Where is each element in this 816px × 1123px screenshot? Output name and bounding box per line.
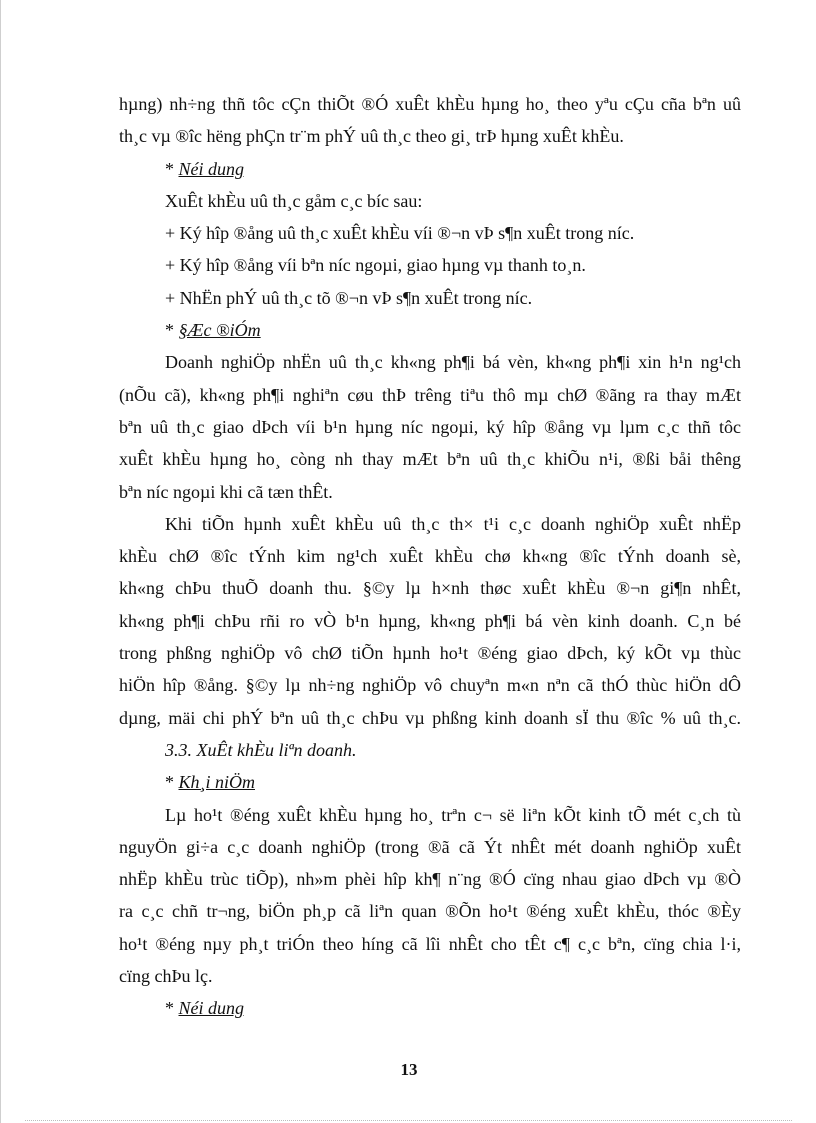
paragraph-text: + NhËn phÝ uû th¸c tõ ®¬n vÞ s¶n xuÊt trong níc. — [165, 287, 533, 308]
bullet-marker: * — [165, 998, 179, 1019]
text-line — [119, 508, 741, 540]
paragraph-text: XuÊt khÈu uû th¸c gåm c¸c bíc sau: — [165, 190, 423, 211]
text-line — [119, 669, 741, 701]
text-line — [119, 153, 741, 185]
text-line — [119, 992, 741, 1024]
text-line — [119, 282, 741, 314]
paragraph-text: bªn uû th¸c giao dÞch víi b¹n hµng níc ngoµi, ký hîp ®ång vµ lµm c¸c thñ tôc — [119, 416, 741, 437]
text-line — [119, 734, 741, 766]
paragraph-text: (nÕu cã), kh«ng ph¶i nghiªn cøu thÞ trêng tiªu thô mµ chØ ®ãng ra thay mÆt — [119, 384, 741, 405]
text-line — [119, 249, 741, 281]
paragraph-text: hµng) nh÷ng thñ tôc cÇn thiÕt ®Ó xuÊt khÈu hµng ho¸ theo yªu cÇu cña bªn uû — [119, 94, 741, 114]
paragraph-text: bªn níc ngoµi khi cã tæn thÊt. — [119, 481, 333, 502]
section-heading: Néi dung — [178, 998, 244, 1019]
text-line — [119, 540, 741, 572]
body-text — [119, 88, 741, 1025]
paragraph-text: kh«ng ph¶i chÞu rñi ro vÒ b¹n hµng, kh«ng ph¶i bá vèn kinh doanh. C¸n bé — [119, 610, 741, 631]
text-line — [119, 960, 741, 992]
paragraph-text: trong phßng nghiÖp vô chØ tiÕn hµnh ho¹t ®éng giao dÞch, ký kÕt vµ thùc — [119, 643, 741, 664]
paragraph-text: Lµ ho¹t ®éng xuÊt khÈu hµng ho¸ trªn c¬ së liªn kÕt kinh tÕ mét c¸ch tù — [165, 804, 741, 825]
paragraph-text: kh«ng chÞu thuÕ doanh thu. §©y lµ h×nh thøc xuÊt khÈu ®¬n gi¶n nhÊt, — [119, 578, 741, 599]
text-line — [119, 605, 741, 637]
paragraph-text: xuÊt khÈu hµng ho¸ còng nh thay mÆt bªn uû th¸c khiÕu n¹i, ®ßi båi thêng — [119, 449, 741, 470]
paragraph-text: + Ký hîp ®ång uû th¸c xuÊt khÈu víi ®¬n vÞ s¶n xuÊt trong níc. — [165, 223, 635, 244]
text-line — [119, 443, 741, 475]
section-heading: Kh¸i niÖm — [178, 772, 255, 793]
section-heading: Néi dung — [178, 158, 244, 179]
text-line — [119, 217, 741, 249]
text-line — [119, 702, 741, 734]
text-line — [119, 411, 741, 443]
text-line — [119, 185, 741, 217]
paragraph-text: ra c¸c chñ tr¬ng, biÖn ph¸p cã liªn quan ®Õn ho¹t ®éng xuÊt khÈu, thóc ®Èy — [119, 901, 741, 922]
subsection-heading: 3.3. XuÊt khÈu liªn doanh. — [165, 739, 357, 760]
paragraph-text: + Ký hîp ®ång víi bªn níc ngoµi, giao hµng vµ thanh to¸n. — [165, 255, 586, 276]
text-line — [119, 346, 741, 378]
paragraph-text: Doanh nghiÖp nhËn uû th¸c kh«ng ph¶i bá vèn, kh«ng ph¶i xin h¹n ng¹ch — [165, 352, 741, 373]
text-line — [119, 799, 741, 831]
text-line — [119, 379, 741, 411]
section-heading: §Æc ®iÓm — [178, 320, 261, 341]
paragraph-text: ho¹t ®éng nµy ph¸t triÓn theo híng cã lîi nhÊt cho tÊt c¶ c¸c bªn, cïng chia l·i, — [119, 933, 741, 954]
text-line — [119, 766, 741, 798]
text-line — [119, 120, 741, 152]
paragraph-text: th¸c vµ ®îc hëng phÇn tr¨m phÝ uû th¸c theo gi¸ trÞ hµng xuÊt khÈu. — [119, 126, 624, 147]
paragraph-text: nhËp khÈu trùc tiÕp), nh»m phèi hîp kh¶ n¨ng ®Ó cïng nhau giao dÞch vµ ®Ò — [119, 869, 741, 890]
paragraph-text: cïng chÞu lç. — [119, 966, 213, 987]
text-line — [119, 863, 741, 895]
text-line — [119, 928, 741, 960]
text-line — [119, 637, 741, 669]
text-line — [119, 88, 741, 120]
paragraph-text: nguyÖn gi÷a c¸c doanh nghiÖp (trong ®ã cã Ýt nhÊt mét doanh nghiÖp xuÊt — [119, 836, 741, 857]
bullet-marker: * — [165, 772, 179, 793]
footer-divider — [25, 1120, 792, 1121]
text-line — [119, 831, 741, 863]
paragraph-text: hiÖn hîp ®ång. §©y lµ nh÷ng nghiÖp vô chuyªn m«n nªn cã thÓ thùc hiÖn dÔ — [119, 675, 741, 696]
text-line — [119, 314, 741, 346]
paragraph-text: Khi tiÕn hµnh xuÊt khÈu uû th¸c th× t¹i c¸c doanh nghiÖp xuÊt nhËp — [165, 513, 741, 534]
paragraph-text: dµng, mäi chi phÝ bªn uû th¸c chÞu vµ phßng kinh doanh sÏ thu ®îc % uû th¸c. — [119, 707, 741, 728]
bullet-marker: * — [165, 158, 179, 179]
page-number: 13 — [400, 1060, 418, 1079]
text-line — [119, 895, 741, 927]
bullet-marker: * — [165, 320, 179, 341]
paragraph-text: khÈu chØ ®îc tÝnh kim ng¹ch xuÊt khÈu chø kh«ng ®îc tÝnh doanh sè, — [119, 546, 741, 567]
text-line — [119, 476, 741, 508]
text-line — [119, 572, 741, 604]
